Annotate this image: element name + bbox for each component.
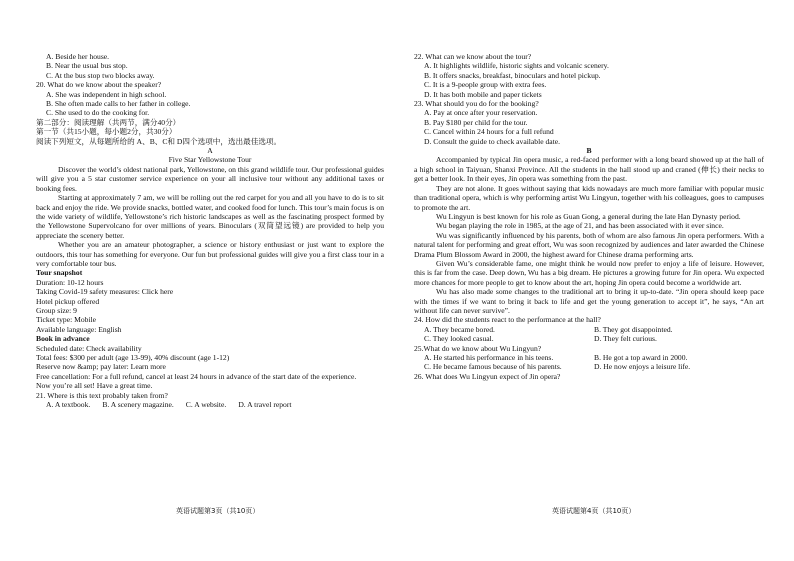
q24-option-c: C. They looked casual. [424,334,494,344]
section2-part1: 第一节（共15小题，每小题2分，共30分） [36,127,177,137]
q22-option-a: A. It highlights wildlife, historic sights and volcanic scenery. [424,61,609,71]
q21-option-b: B. A scenery magazine. [102,400,174,410]
q19-option-c: C. At the bus stop two blocks away. [46,70,155,80]
passage-a-title: Five Star Yellowstone Tour [168,155,252,165]
snapshot-heading: Tour snapshot [36,268,83,278]
q21-option-c: C. A website. [185,400,227,410]
q20-option-c: C. She used to do the cooking for. [46,108,150,118]
q26-question: 26. What does Wu Lingyun expect of Jin opera? [414,371,561,381]
left-column [36,52,384,409]
q23-option-a: A. Pay at once after your reservation. [424,108,538,118]
passage-a-letter: A [207,146,213,156]
passage-b-paragraph: Wu began playing the role in 1985, at the age of 21, and has been associated with it ever since. [436,221,724,231]
q25-option-c: C. He became famous because of his parents. [424,362,562,372]
snapshot-item: Ticket type: Mobile [36,315,97,325]
book-item: Now you’re all set! Have a great time. [36,381,153,391]
passage-a-paragraph: Whether you are an amateur photographer, a science or history enthusiast or just want to explore the outdoors, this tour has something for everyone. Our fun but professional guides will give you a first class tour in a very comfortable tour bus. [36,240,384,268]
q22-option-d: D. It has both mobile and paper tickets [424,89,542,99]
q24-option-d: D. They felt curious. [594,334,657,344]
q19-option-b: B. Near the usual bus stop. [46,61,128,71]
section2-instructions: 阅读下列短文，从每题所给的 A、B、C和 D四个选项中，选出最佳选项。 [36,136,282,146]
q24-question: 24. How did the students react to the performance at the hall? [414,315,601,325]
q24-option-a: A. They became bored. [424,324,495,334]
q23-option-b: B. Pay $180 per child for the tour. [424,117,528,127]
q20-option-b: B. She often made calls to her father in college. [46,99,191,109]
passage-b-paragraph: They are not alone. It goes without saying that kids nowadays are much more familiar with popular music than traditional opera, which is why performing artist Wu Lingyun, together with his colleagues, goes to campuses to promote the art. [414,183,764,212]
book-heading: Book in advance [36,334,90,344]
snapshot-item: Group size: 9 [36,305,77,315]
q21-question: 21. Where is this text probably taken from? [36,390,168,400]
book-item: Scheduled date: Check availability [36,343,142,353]
q25-options-row [414,362,764,371]
book-item: Reserve now &amp; pay later: Learn more [36,362,166,372]
q24-options-row [414,325,764,334]
q25-option-b: B. He got a top award in 2000. [594,353,688,362]
passage-b-paragraph: Accompanied by typical Jin opera music, a red-faced performer with a long beard showed up at the hall of a high school in Taiyuan, Shanxi Province. All the students in the hall stood up and craned (伸长) their necks to get a better look. In their eyes, Jin opera was something from the past. [414,155,764,184]
q20-option-a: A. She was independent in high school. [46,89,167,99]
page-footer-right: 英语试题第4页（共10页） [552,507,636,515]
snapshot-item: Duration: 10-12 hours [36,277,104,287]
q22-option-c: C. It is a 9-people group with extra fees. [424,80,547,90]
q21-option-d: D. A travel report [238,400,292,410]
passage-b-paragraph: Given Wu’s considerable fame, one might think he would now prefer to enjoy a life of leisure. However, this is far from the case. Deep down, Wu has a big dream. He pictures a growing future for Jin opera. Wu expected more chances for more people to get to know about the art, hoping Jin opera could become a worldwide art. [414,258,764,287]
passage-b-letter: B [586,146,592,156]
right-column [414,52,764,381]
book-item: Free cancellation: For a full refund, cancel at least 24 hours in advance of the start date of the experience. [36,371,357,381]
q24-option-b: B. They got disappointed. [594,324,673,334]
book-item: Total fees: $300 per adult (age 13-99), 40% discount (age 1-12) [36,353,230,362]
snapshot-item: Available language: English [36,324,122,334]
q23-option-d: D. Consult the guide to check available date. [424,136,561,146]
passage-a-paragraph: Starting at approximately 7 am, we will be rolling out the red carpet for you and all you have to do is to sit back and enjoy the ride. We provide snacks, bottled water, and cooked food for lunch. This tour’s main focus is on the wide variety of wildlife, Yellowstone’s rich historic landscapes as well as the fascinating prospect formed by the Yellowstone Supervolcano for over millions of years. Binoculars (双筒望远镜) are provided to help you appreciate the scenery better. [36,193,384,240]
page-footer-left: 英语试题第3页（共10页） [176,507,260,515]
q25-options-row [414,353,764,362]
passage-b-paragraph: Wu has also made some changes to the traditional art to bring it up-to-date. “Jin opera should keep pace with the times if we want to bring it back to life and get the young generation to accept it”, he says, “An art without life can never survive”. [414,287,764,315]
q21-option-a: A. A textbook. [46,400,91,410]
passage-a-paragraph: Discover the world’s oldest national park, Yellowstone, on this grand wildlife tour. Our professional guides will give you a 5 star customer service experience on your all inclusive tour without any additional taxes or booking fees. [36,164,384,193]
q25-option-d: D. He now enjoys a leisure life. [594,362,691,372]
q24-options-row [414,334,764,343]
passage-b-paragraph: Wu Lingyun is best known for his role as Guan Gong, a general during the late Han Dynasty period. [436,211,741,221]
q21-options [36,400,384,409]
section2-heading: 第二部分：阅读理解（共两节，满分40分） [36,117,181,127]
q20-question: 20. What do we know about the speaker? [36,80,162,90]
q22-option-b: B. It offers snacks, breakfast, binoculars and hotel pickup. [424,70,601,80]
q22-question: 22. What can we know about the tour? [414,52,532,61]
q25-option-a: A. He started his performance in his teens. [424,353,554,362]
q19-option-a: A. Beside her house. [46,52,110,61]
snapshot-item: Hotel pickup offered [36,296,100,306]
q25-question: 25.What do we know about Wu Lingyun? [414,343,542,353]
snapshot-item: Taking Covid-19 safety measures: Click here [36,287,174,297]
passage-b-paragraph: Wu was significantly influenced by his parents, both of whom are also famous Jin opera performers. With a natural talent for performing and great effort, Wu was soon recognized by audiences and later awarded the Chinese Drama Plum Blossom Award in 2000, the highest award for Chinese drama performing arts. [414,230,764,259]
q23-option-c: C. Cancel within 24 hours for a full refund [424,127,554,137]
q23-question: 23. What should you do for the booking? [414,99,539,109]
